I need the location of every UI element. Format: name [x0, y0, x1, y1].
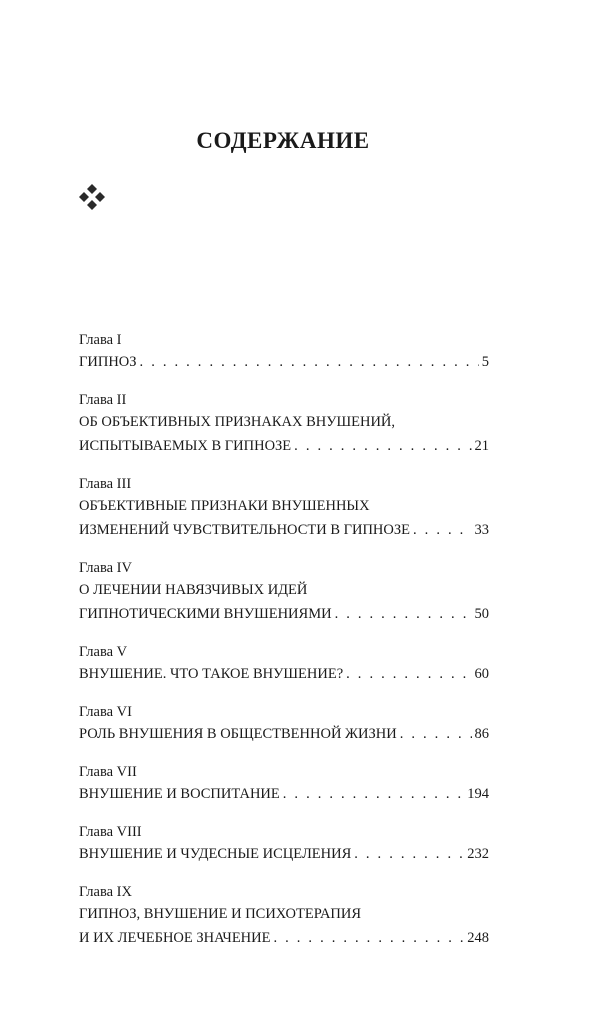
dot-leader	[354, 842, 464, 866]
chapter-title: РОЛЬ ВНУШЕНИЯ В ОБЩЕСТВЕННОЙ ЖИЗНИ	[79, 726, 397, 742]
chapter-title: ВНУШЕНИЕ И ВОСПИТАНИЕ	[79, 786, 280, 802]
dot-leader	[294, 434, 471, 458]
page-number: 86	[474, 726, 489, 742]
toc-entry[interactable]	[79, 474, 489, 542]
toc-entry[interactable]	[79, 642, 489, 686]
chapter-title: И ИХ ЛЕЧЕБНОЕ ЗНАЧЕНИЕ	[79, 930, 271, 946]
chapter-title: ГИПНОЗ	[79, 354, 137, 370]
chapter-title: О ЛЕЧЕНИИ НАВЯЗЧИВЫХ ИДЕЙ	[79, 582, 308, 598]
toc-line	[79, 602, 489, 626]
chapter-title: ГИПНОЗ, ВНУШЕНИЕ И ПСИХОТЕРАПИЯ	[79, 906, 362, 922]
chapter-title: ВНУШЕНИЕ И ЧУДЕСНЫЕ ИСЦЕЛЕНИЯ	[79, 846, 352, 862]
toc-line	[79, 926, 489, 950]
chapter-title: ОБЪЕКТИВНЫЕ ПРИЗНАКИ ВНУШЕННЫХ	[79, 498, 370, 514]
dot-leader	[346, 662, 471, 686]
page-number: 21	[474, 438, 489, 454]
dot-leader	[413, 518, 471, 542]
chapter-label: Глава III	[79, 476, 132, 492]
toc-line	[79, 662, 489, 686]
chapter-title: ОБ ОБЪЕКТИВНЫХ ПРИЗНАКАХ ВНУШЕНИЙ,	[79, 414, 396, 430]
toc-entry[interactable]	[79, 390, 489, 458]
toc-line	[79, 518, 489, 542]
chapter-title: ВНУШЕНИЕ. ЧТО ТАКОЕ ВНУШЕНИЕ?	[79, 666, 344, 682]
toc-line	[79, 434, 489, 458]
toc-entry[interactable]	[79, 882, 489, 950]
chapter-title: ИСПЫТЫВАЕМЫХ В ГИПНОЗЕ	[79, 438, 292, 454]
page-title: СОДЕРЖАНИЕ	[196, 128, 370, 153]
dot-leader	[273, 926, 464, 950]
chapter-title: ИЗМЕНЕНИЙ ЧУВСТВИТЕЛЬНОСТИ В ГИПНОЗЕ	[79, 522, 411, 538]
page-number: 232	[467, 846, 489, 862]
page-number: 50	[474, 606, 489, 622]
page-number: 5	[481, 354, 489, 370]
four-diamond-ornament-icon	[79, 184, 105, 210]
page-number: 248	[467, 930, 489, 946]
chapter-label: Глава I	[79, 332, 122, 348]
toc-entry[interactable]	[79, 822, 489, 866]
chapter-label: Глава VIII	[79, 824, 142, 840]
toc-line	[79, 842, 489, 866]
page-number: 194	[467, 786, 489, 802]
table-of-contents	[79, 330, 489, 966]
toc-line	[79, 782, 489, 806]
page-number: 33	[474, 522, 489, 538]
toc-entry[interactable]	[79, 702, 489, 746]
dot-leader	[400, 722, 472, 746]
dot-leader	[140, 350, 479, 374]
chapter-label: Глава II	[79, 392, 127, 408]
chapter-label: Глава V	[79, 644, 128, 660]
chapter-label: Глава IX	[79, 884, 132, 900]
toc-line	[79, 722, 489, 746]
toc-line	[79, 350, 489, 374]
dot-leader	[335, 602, 472, 626]
toc-entry[interactable]	[79, 330, 489, 374]
toc-entry[interactable]	[79, 762, 489, 806]
chapter-label: Глава IV	[79, 560, 132, 576]
chapter-label: Глава VII	[79, 764, 137, 780]
page-number: 60	[474, 666, 489, 682]
toc-entry[interactable]	[79, 558, 489, 626]
dot-leader	[283, 782, 464, 806]
chapter-label: Глава VI	[79, 704, 132, 720]
chapter-title: ГИПНОТИЧЕСКИМИ ВНУШЕНИЯМИ	[79, 606, 332, 622]
